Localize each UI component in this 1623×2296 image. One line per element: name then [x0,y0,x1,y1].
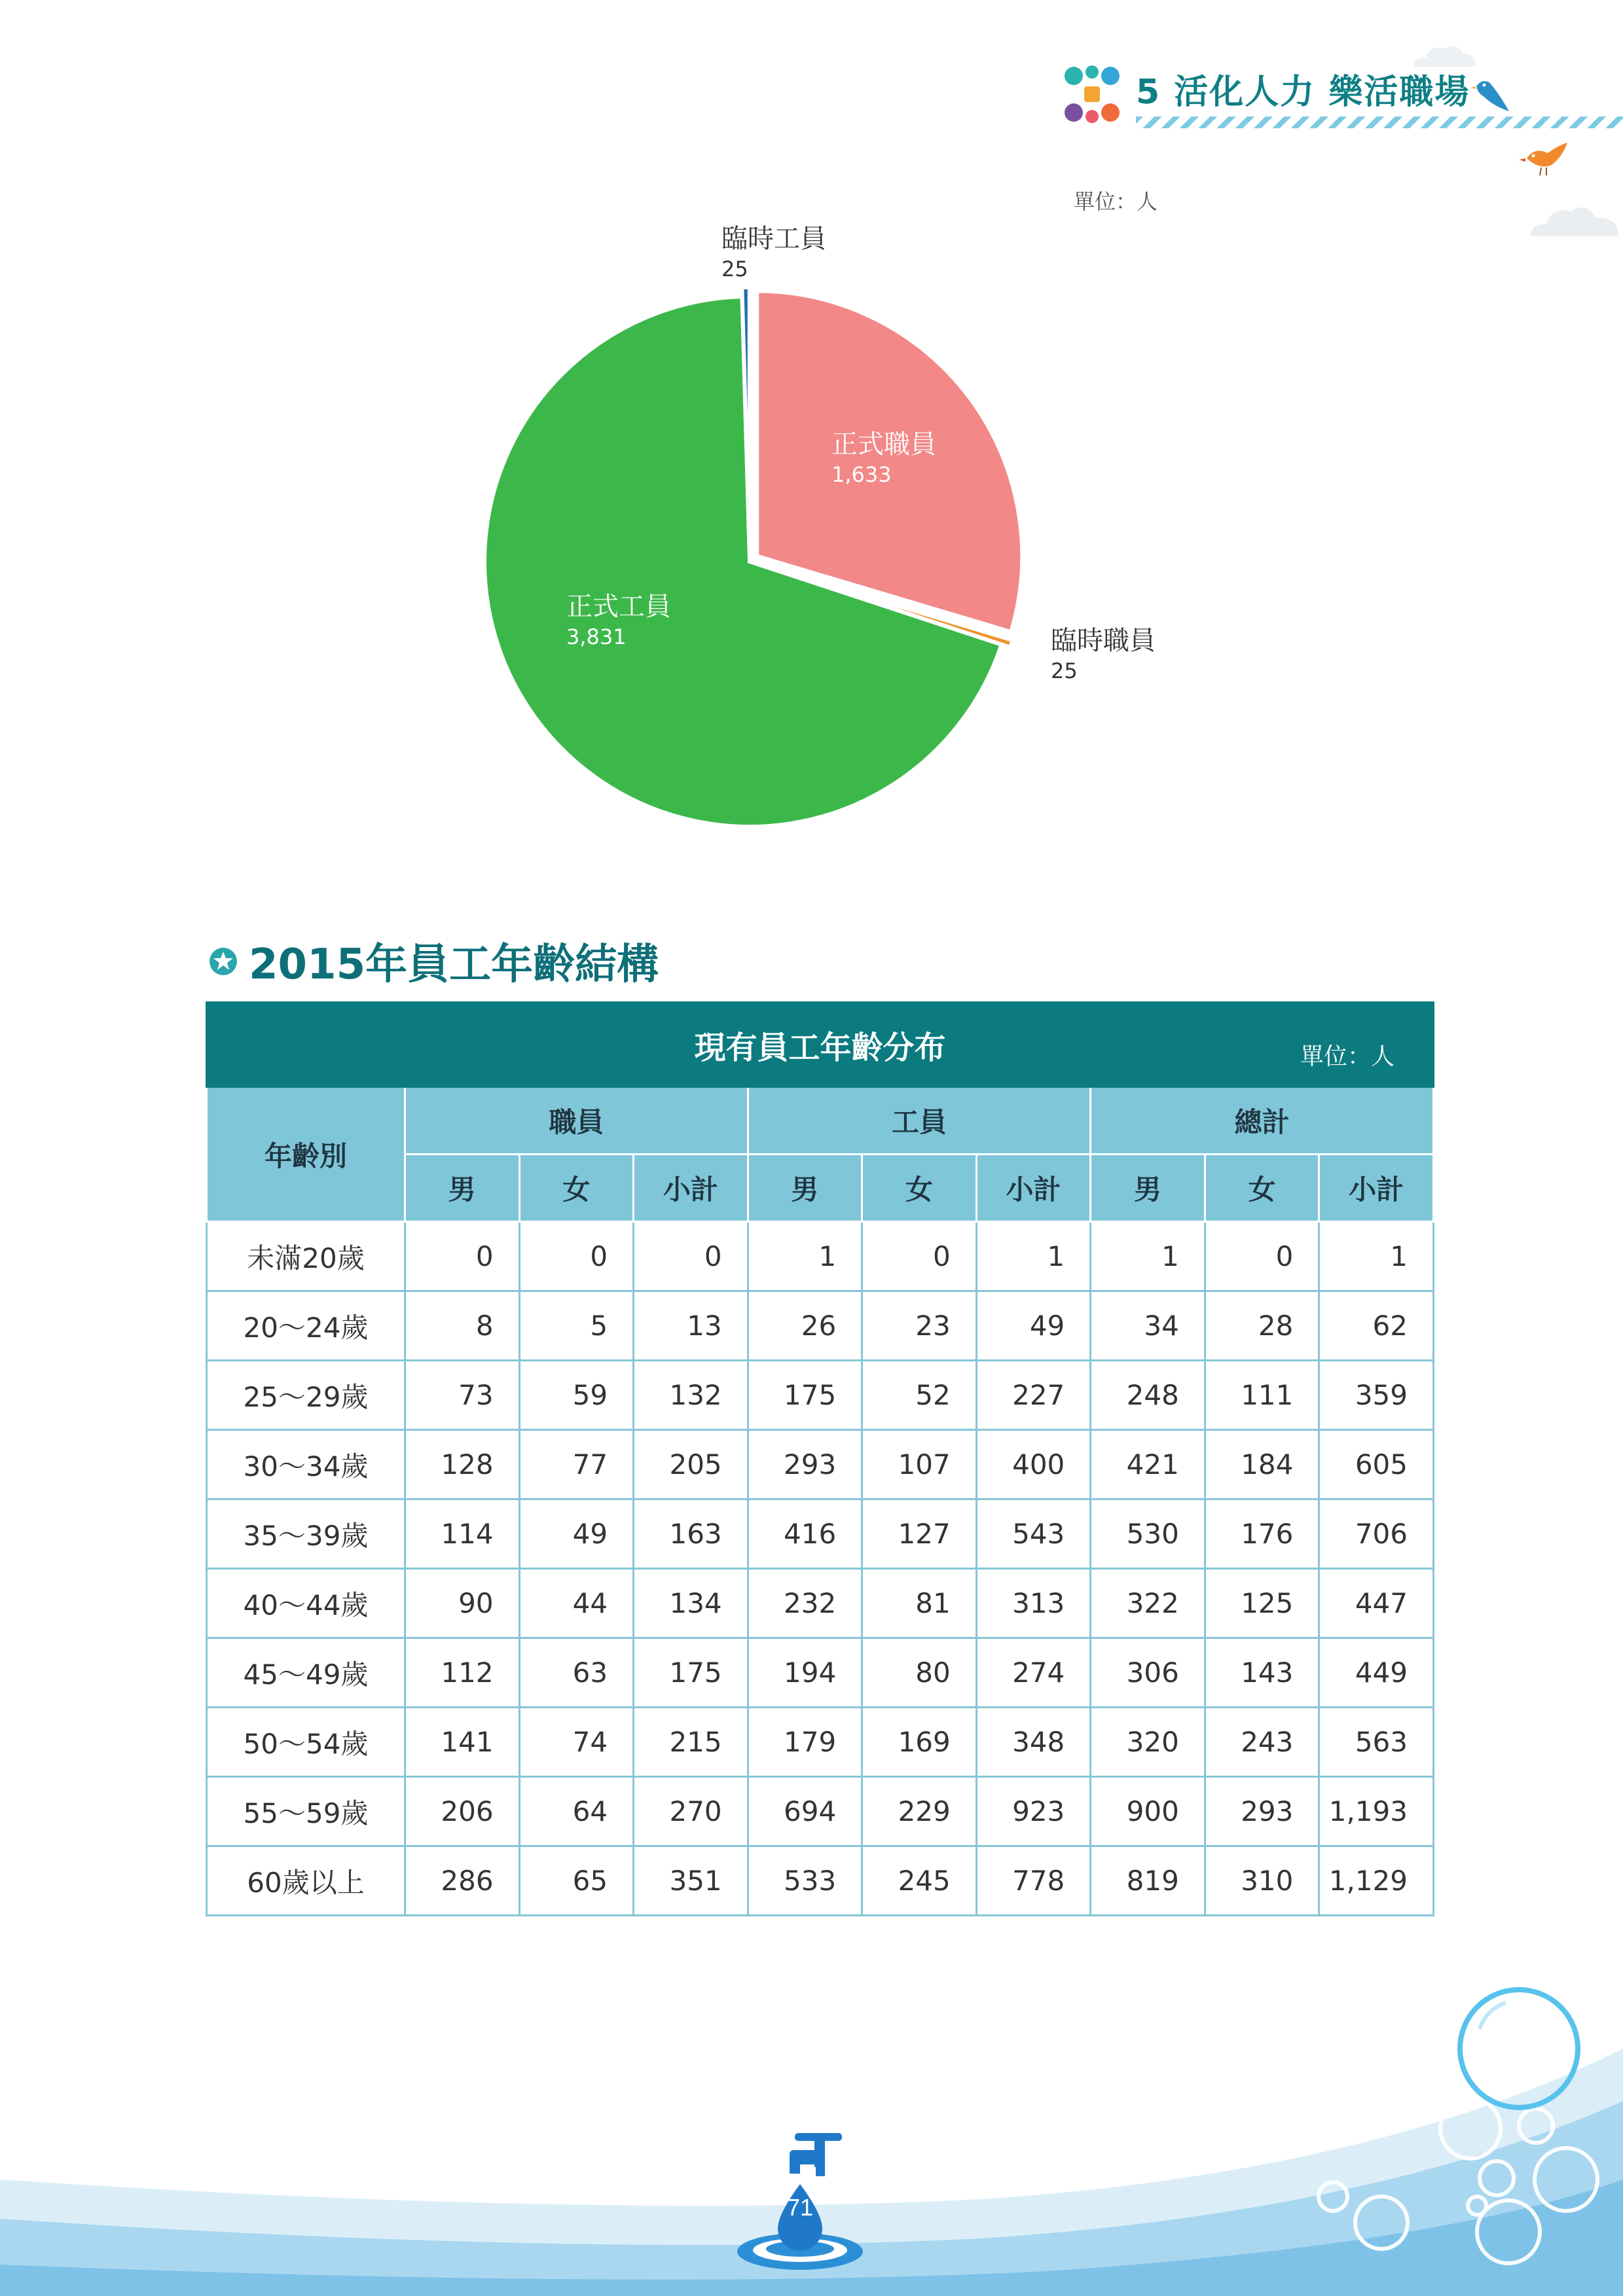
value-cell: 169 [862,1708,977,1777]
subheader-cell: 男 [748,1155,862,1222]
value-cell: 416 [748,1499,862,1569]
pie-slice-label: 正式職員 [831,429,936,459]
value-cell: 143 [1205,1638,1319,1708]
value-cell: 320 [1091,1708,1205,1777]
value-cell: 127 [862,1499,977,1569]
value-cell: 52 [862,1361,977,1430]
value-cell: 310 [1205,1846,1319,1916]
table-row [207,1846,1434,1916]
value-cell: 128 [405,1430,520,1499]
table-unit-label: 單位：人 [1300,1043,1395,1070]
value-cell: 227 [976,1361,1091,1430]
value-cell: 447 [1319,1569,1434,1638]
age-range-label: 60歲以上 [207,1846,405,1916]
subheader-cell: 女 [519,1155,634,1222]
value-cell: 0 [519,1222,634,1291]
table-title: 現有員工年齡分布 [694,1029,946,1066]
table-row [207,1569,1434,1638]
value-cell: 0 [862,1222,977,1291]
age-range-label: 35～39歲 [207,1499,405,1569]
value-cell: 175 [634,1638,748,1708]
subheader-cell: 男 [405,1155,520,1222]
value-cell: 706 [1319,1499,1434,1569]
value-cell: 421 [1091,1430,1205,1499]
value-cell: 176 [1205,1499,1319,1569]
value-cell: 205 [634,1430,748,1499]
group-header-total: 總計 [1091,1087,1434,1155]
value-cell: 74 [519,1708,634,1777]
age-range-label: 25～29歲 [207,1361,405,1430]
value-cell: 306 [1091,1638,1205,1708]
value-cell: 23 [862,1291,977,1361]
value-cell: 163 [634,1499,748,1569]
value-cell: 49 [519,1499,634,1569]
value-cell: 8 [405,1291,520,1361]
value-cell: 44 [519,1569,634,1638]
value-cell: 778 [976,1846,1091,1916]
table-row [207,1430,1434,1499]
value-cell: 819 [1091,1846,1205,1916]
value-cell: 80 [862,1638,977,1708]
value-cell: 694 [748,1777,862,1846]
value-cell: 359 [1319,1361,1434,1430]
star-icon [208,946,238,977]
value-cell: 125 [1205,1569,1319,1638]
group-header-staff: 職員 [405,1087,748,1155]
value-cell: 286 [405,1846,520,1916]
value-cell: 900 [1091,1777,1205,1846]
value-cell: 1 [748,1222,862,1291]
value-cell: 59 [519,1361,634,1430]
table-row [207,1777,1434,1846]
value-cell: 530 [1091,1499,1205,1569]
age-range-label: 45～49歲 [207,1638,405,1708]
value-cell: 179 [748,1708,862,1777]
age-range-label: 50～54歲 [207,1708,405,1777]
subheader-cell: 女 [1205,1155,1319,1222]
value-cell: 449 [1319,1638,1434,1708]
pie-slice-label: 臨時工員 [721,224,826,254]
value-cell: 313 [976,1569,1091,1638]
section-title: 2015年員工年齡結構 [249,941,659,989]
value-cell: 49 [976,1291,1091,1361]
value-cell: 132 [634,1361,748,1430]
value-cell: 1 [976,1222,1091,1291]
value-cell: 34 [1091,1291,1205,1361]
value-cell: 348 [976,1708,1091,1777]
value-cell: 111 [1205,1361,1319,1430]
value-cell: 533 [748,1846,862,1916]
value-cell: 0 [1205,1222,1319,1291]
table-row [207,1638,1434,1708]
value-cell: 141 [405,1708,520,1777]
value-cell: 114 [405,1499,520,1569]
page-number: 71 [786,2194,814,2221]
table-row [207,1222,1434,1291]
value-cell: 1 [1091,1222,1205,1291]
value-cell: 293 [1205,1777,1319,1846]
value-cell: 65 [519,1846,634,1916]
table-row [207,1291,1434,1361]
pie-slice-value: 3,831 [566,624,627,649]
value-cell: 1,193 [1319,1777,1434,1846]
value-cell: 1 [1319,1222,1434,1291]
pie-slice-value: 25 [721,257,748,281]
value-cell: 77 [519,1430,634,1499]
age-column-header: 年齡別 [207,1087,405,1222]
value-cell: 563 [1319,1708,1434,1777]
value-cell: 245 [862,1846,977,1916]
value-cell: 243 [1205,1708,1319,1777]
pie-slice-value: 1,633 [831,462,892,487]
group-header-workers: 工員 [748,1087,1091,1155]
age-range-label: 20～24歲 [207,1291,405,1361]
pie-slice-label: 正式工員 [566,592,671,622]
value-cell: 605 [1319,1430,1434,1499]
pie-slice-value: 25 [1051,658,1078,683]
value-cell: 270 [634,1777,748,1846]
value-cell: 400 [976,1430,1091,1499]
value-cell: 194 [748,1638,862,1708]
value-cell: 13 [634,1291,748,1361]
value-cell: 107 [862,1430,977,1499]
value-cell: 63 [519,1638,634,1708]
value-cell: 206 [405,1777,520,1846]
value-cell: 232 [748,1569,862,1638]
value-cell: 0 [405,1222,520,1291]
subheader-cell: 小計 [976,1155,1091,1222]
value-cell: 81 [862,1569,977,1638]
age-range-label: 30～34歲 [207,1430,405,1499]
value-cell: 26 [748,1291,862,1361]
value-cell: 274 [976,1638,1091,1708]
value-cell: 175 [748,1361,862,1430]
table-row [207,1499,1434,1569]
value-cell: 64 [519,1777,634,1846]
pie-unit-label: 單位：人 [1074,189,1158,214]
chapter-title: 5 活化人力 樂活職場 [1136,73,1470,112]
value-cell: 322 [1091,1569,1205,1638]
value-cell: 5 [519,1291,634,1361]
table-row [207,1708,1434,1777]
subheader-cell: 小計 [1319,1155,1434,1222]
value-cell: 1,129 [1319,1846,1434,1916]
table-title-cell [207,1003,1434,1087]
value-cell: 229 [862,1777,977,1846]
pie-slice-label: 臨時職員 [1051,626,1156,656]
table-row [207,1361,1434,1430]
value-cell: 0 [634,1222,748,1291]
subheader-cell: 男 [1091,1155,1205,1222]
subheader-cell: 小計 [634,1155,748,1222]
value-cell: 293 [748,1430,862,1499]
value-cell: 90 [405,1569,520,1638]
age-range-label: 55～59歲 [207,1777,405,1846]
value-cell: 112 [405,1638,520,1708]
value-cell: 28 [1205,1291,1319,1361]
value-cell: 73 [405,1361,520,1430]
age-range-label: 40～44歲 [207,1569,405,1638]
employee-pie-chart [0,0,1623,870]
value-cell: 543 [976,1499,1091,1569]
age-distribution-table [206,1001,1434,1916]
value-cell: 923 [976,1777,1091,1846]
age-range-label: 未滿20歲 [207,1222,405,1291]
value-cell: 215 [634,1708,748,1777]
subheader-cell: 女 [862,1155,977,1222]
value-cell: 248 [1091,1361,1205,1430]
value-cell: 184 [1205,1430,1319,1499]
value-cell: 62 [1319,1291,1434,1361]
value-cell: 351 [634,1846,748,1916]
value-cell: 134 [634,1569,748,1638]
